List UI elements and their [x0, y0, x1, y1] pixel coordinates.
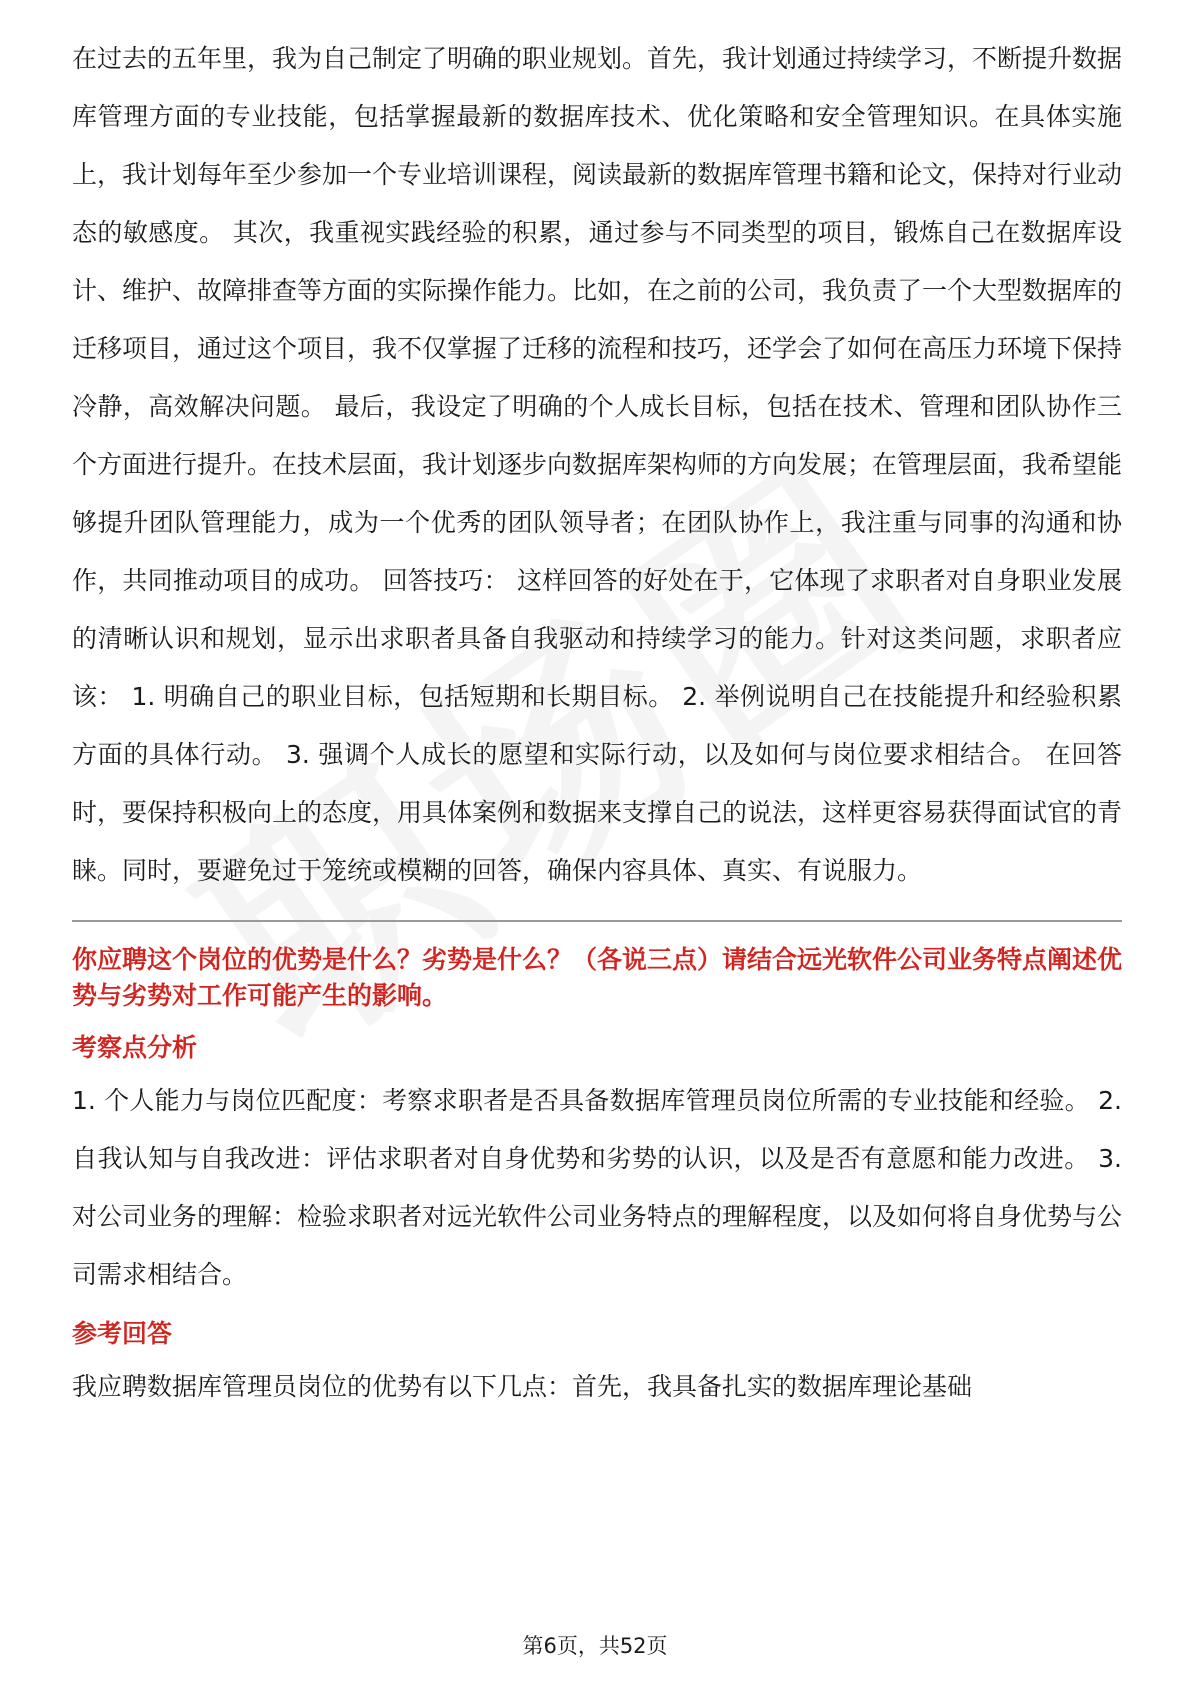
- section-divider: [72, 920, 1122, 922]
- interview-question: 你应聘这个岗位的优势是什么？劣势是什么？（各说三点）请结合远光软件公司业务特点阐述优势与劣势对工作可能产生的影响。: [72, 945, 1123, 1010]
- page-number: 第6页，共52页: [522, 1634, 668, 1658]
- reference-answer-heading: 参考回答: [72, 1319, 173, 1348]
- analysis-paragraph: 1. 个人能力与岗位匹配度：考察求职者是否具备数据库管理员岗位所需的专业技能和经验。 2. 自我认知与自我改进：评估求职者对自身优势和劣势的认识，以及是否有意愿和能力改进。 3. 对公司业务的理解：检验求职者对远光软件公司业务特点的理解程度，以及如何将自身优势与公司需求相结合。: [72, 1086, 1123, 1289]
- analysis-heading: 考察点分析: [72, 1033, 198, 1062]
- reference-answer-paragraph: 我应聘数据库管理员岗位的优势有以下几点：首先，我具备扎实的数据库理论基础: [72, 1372, 973, 1401]
- page-content: [72, 30, 1122, 1416]
- answer-paragraph-continued: 在过去的五年里，我为自己制定了明确的职业规划。首先，我计划通过持续学习，不断提升数据库管理方面的专业技能，包括掌握最新的数据库技术、优化策略和安全管理知识。在具体实施上，我计划每年至少参加一个专业培训课程，阅读最新的数据库管理书籍和论文，保持对行业动态的敏感度。 其次，我重视实践经验的积累，通过参与不同类型的项目，锻炼自己在数据库设计、维护、故障排查等方面的实际操作能力。比如，在之前的公司，我负责了一个大型数据库的迁移项目，通过这个项目，我不仅掌握了迁移的流程和技巧，还学会了如何在高压力环境下保持冷静，高效解决问题。 最后，我设定了明确的个人成长目标，包括在技术、管理和团队协作三个方面进行提升。在技术层面，我计划逐步向数据库架构师的方向发展；在管理层面，我希望能够提升团队管理能力，成为一个优秀的团队领导者；在团队协作上，我注重与同事的沟通和协作，共同推动项目的成功。 回答技巧： 这样回答的好处在于，它体现了求职者对自身职业发展的清晰认识和规划，显示出求职者具备自我驱动和持续学习的能力。针对这类问题，求职者应该： 1. 明确自己的职业目标，包括短期和长期目标。 2. 举例说明自己在技能提升和经验积累方面的具体行动。 3. 强调个人成长的愿望和实际行动，以及如何与岗位要求相结合。 在回答时，要保持积极向上的态度，用具体案例和数据来支撑自己的说法，这样更容易获得面试官的青睐。同时，要避免过于笼统或模糊的回答，确保内容具体、真实、有说服力。: [72, 44, 1123, 885]
